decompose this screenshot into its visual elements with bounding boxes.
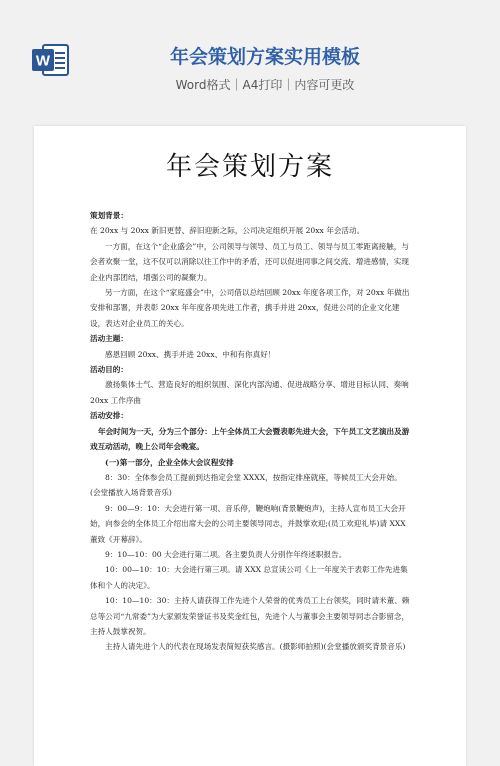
template-title: 年会策划方案实用模板 xyxy=(169,46,360,68)
paragraph: 8：30：全体参会员工提前到达指定会堂 XXXX，按指定排座就座，等候员工大会开始。(会堂播放入场背景音乐) xyxy=(90,472,402,498)
section-heading-theme: 活动主题： xyxy=(90,334,128,344)
paragraph: 9：00—9：10：大会进行第一项、音乐停，鞭炮响(背景鞭炮声)，主持人宣布员工大会开始，向参会的全体员工介绍出席大会的公司主要领导同志，并鼓掌欢迎;(员工欢迎礼毕)请 XXX 董致《开幕辞》。 xyxy=(90,503,406,544)
paragraph-bold: 年会时间为一天，分为三个部分：上午全体员工大会暨表彰先进大会，下午员工文艺演出及游戏互动活动，晚上公司年会晚宴。 xyxy=(90,426,410,452)
paragraph: 在 20xx 与 20xx 新旧更替、辞旧迎新之际，公司决定组织开展 20xx 年会活动。 xyxy=(90,226,365,236)
document-body xyxy=(90,208,412,655)
template-header xyxy=(0,0,500,110)
word-icon-letter: W xyxy=(35,52,51,70)
paragraph: 感恩回顾 20xx、携手并进 20xx、中和有你真好！ xyxy=(105,349,276,359)
paragraph: 一方面，在这个“企业盛会”中，公司领导与领导、员工与员工、领导与员工零距离接触，与会者欢聚一堂，这不仅可以消除以往工作中的矛盾，还可以促进同事之间交流、增进感情，实现企业内部团结，增强公司的凝聚力。 xyxy=(90,241,409,282)
paragraph: 主持人请先进个人的代表在现场发表简短获奖感言。(摄影师拍照)(会堂播放颁奖背景音乐) xyxy=(105,642,406,652)
word-doc-icon xyxy=(30,40,70,80)
section-heading-background: 策划背景： xyxy=(90,211,128,220)
section-heading-purpose: 活动目的： xyxy=(90,365,128,375)
template-subtitle: Word格式｜A4打印｜内容可更改 xyxy=(175,78,355,92)
document-title: 年会策划方案 xyxy=(165,152,334,182)
section-heading-arrangement: 活动安排： xyxy=(90,411,128,421)
paragraph: 9：10—10：00 大会进行第二项。各主要负责人分别作年终述职报告。 xyxy=(105,549,347,559)
document-page xyxy=(34,126,466,766)
paragraph: 另一方面，在这个“家庭盛会”中，公司借以总结回顾 20xx 年度各项工作，对 20xx 年做出安排和部署，并表彰 20xx 年年度各项先进工作者，携手并进 20xx，促进公司的企业文化建设，表达对企业员工的关心。 xyxy=(90,288,410,328)
paragraph: 10：00—10：10：大会进行第三项。请 XXX 总宣读公司《上一年度关于表彰工作先进集体和个人的决定》。 xyxy=(90,565,408,590)
paragraph: 10：10—10：30：主持人请获得工作先进个人荣誉的优秀员工上台领奖，同时请米董、赖总等公司“九常委”为大家颁发荣誉证书及奖金红包，先进个人与董事会主要领导同志合影留念，主持人鼓掌祝贺。 xyxy=(90,596,410,636)
subsection-heading: (一)第一部分，企业全体大会议程安排 xyxy=(105,457,234,467)
paragraph: 激扬集体士气、营造良好的组织氛围、深化内部沟通、促进战略分享、增进目标认同、奏响 20xx 工作序曲 xyxy=(90,380,409,405)
